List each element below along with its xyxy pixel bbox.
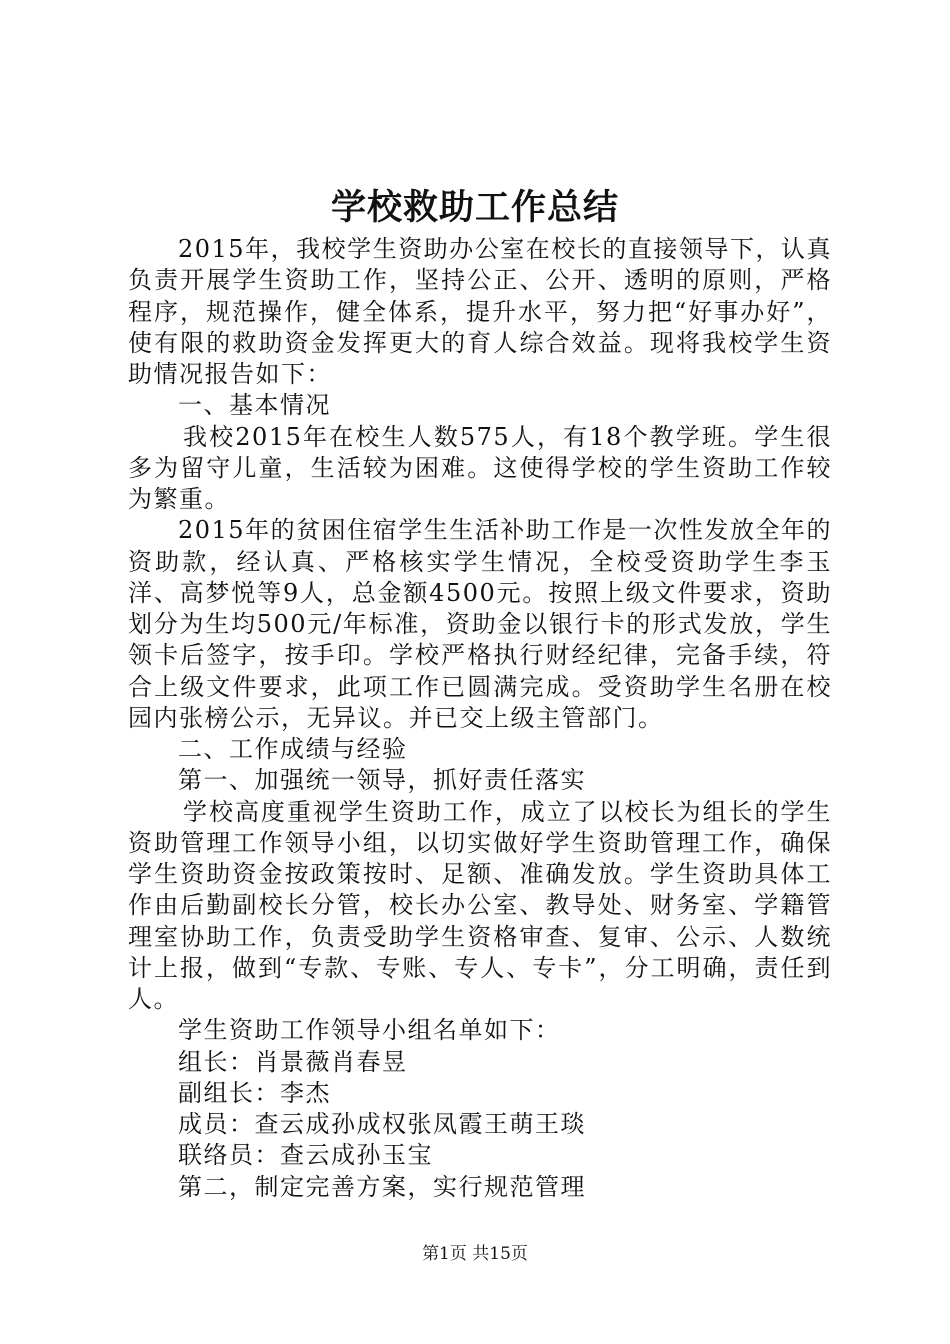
leadership-paragraph: 学校高度重视学生资助工作，成立了以校长为组长的学生资助管理工作领导小组，以切实做好学生资助管理工作，确保学生资助资金按政策按时、足额、准确发放。学生资助具体工作由后勤副校长分管，校长办公室、教导处、财务室、学籍管理室协助工作，负责受助学生资格审查、复审、公示、人数统计上报，做到“专款、专账、专人、专卡”，分工明确，责任到人。 xyxy=(128,797,832,1013)
team-leader-line: 组长：肖景薇肖春昱 xyxy=(178,1047,408,1076)
subsidy-paragraph: 2015年的贫困住宿学生生活补助工作是一次性发放全年的资助款，经认真、严格核实学生情况，全校受资助学生李玉洋、高梦悦等9人，总金额4500元。按照上级文件要求，资助划分为生均500元/年标准，资助金以银行卡的形式发放，学生领卡后签字，按手印。学校严格执行财经纪律，完备手续，符合上级文件要求，此项工作已圆满完成。受资助学生名册在校园内张榜公示，无异议。并已交上级主管部门。 xyxy=(128,516,832,732)
team-list-intro: 学生资助工作领导小组名单如下： xyxy=(178,1016,561,1045)
document-body xyxy=(128,234,832,1203)
team-liaison-line: 联络员：查云成孙玉宝 xyxy=(178,1141,433,1170)
team-deputy-line: 副组长：李杰 xyxy=(178,1078,331,1107)
team-members-line: 成员：查云成孙成权张凤霞王萌王琰 xyxy=(178,1110,586,1138)
subheading-standard-management: 第二，制定完善方案，实行规范管理 xyxy=(178,1172,586,1201)
basic-info-paragraph: 我校2015年在校生人数575人，有18个教学班。学生很多为留守儿童，生活较为困难。这使得学校的学生资助工作较为繁重。 xyxy=(128,422,832,513)
intro-paragraph: 2015年，我校学生资助办公室在校长的直接领导下，认真负责开展学生资助工作，坚持公正、公开、透明的原则，严格程序，规范操作，健全体系，提升水平，努力把“好事办好”，使有限的救助资金发挥更大的育人综合效益。现将我校学生资助情况报告如下： xyxy=(128,235,832,388)
section-heading-basic-info: 一、基本情况 xyxy=(178,391,331,420)
subheading-leadership: 第一、加强统一领导，抓好责任落实 xyxy=(178,766,586,795)
document-title: 学校救助工作总结 xyxy=(330,187,619,228)
section-heading-achievements: 二、工作成绩与经验 xyxy=(178,735,408,763)
page-footer: 第1页 共15页 xyxy=(422,1244,528,1264)
